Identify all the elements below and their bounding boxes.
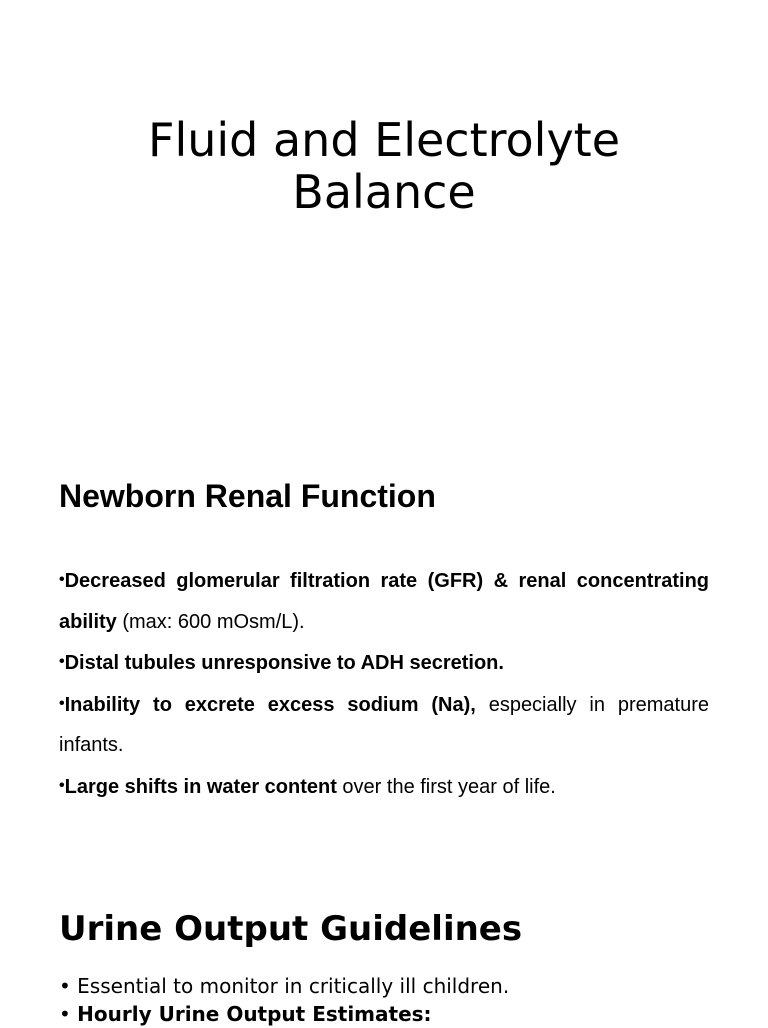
list-item-text: especially in premature infants.: [59, 693, 709, 756]
title-line-1: Fluid and Electrolyte: [147, 113, 621, 167]
urine-guidelines-list: [59, 972, 739, 1028]
bullet-icon: •: [59, 571, 65, 588]
newborn-renal-function-section: [59, 476, 709, 807]
list-item-text: over the first year of life.: [336, 775, 556, 798]
bullet-icon: •: [59, 776, 65, 794]
list-item-text: (max: 600 mOsm/L).: [116, 610, 305, 633]
section-heading: Newborn Renal Function: [59, 478, 436, 514]
list-item-bold-text: Hourly Urine Output Estimates:: [77, 1002, 432, 1026]
list-item: [59, 642, 709, 684]
list-item: [59, 684, 709, 766]
section-heading: Urine Output Guidelines: [59, 909, 523, 949]
bullet-icon: •: [59, 694, 65, 712]
bullet-icon: •: [59, 1002, 78, 1026]
bullet-icon: •: [59, 653, 65, 670]
list-item: [59, 560, 709, 642]
renal-function-list: [59, 560, 709, 807]
list-item: [59, 766, 709, 808]
bullet-icon: •: [59, 974, 78, 998]
list-item-text: Essential to monitor in critically ill children.: [77, 974, 510, 998]
page-title: [0, 114, 768, 218]
list-item-bold-text: Inability to excrete excess sodium (Na),: [64, 693, 476, 716]
urine-output-guidelines-section: [59, 906, 739, 1028]
list-item: [59, 972, 739, 1000]
list-item-bold-text: Distal tubules unresponsive to ADH secretion.: [64, 652, 504, 674]
title-line-2: Balance: [292, 165, 476, 219]
list-item-bold-text: Decreased glomerular filtration rate (GFR) & renal concentrating ability: [59, 570, 709, 633]
list-item-bold-text: Large shifts in water content: [64, 775, 337, 798]
